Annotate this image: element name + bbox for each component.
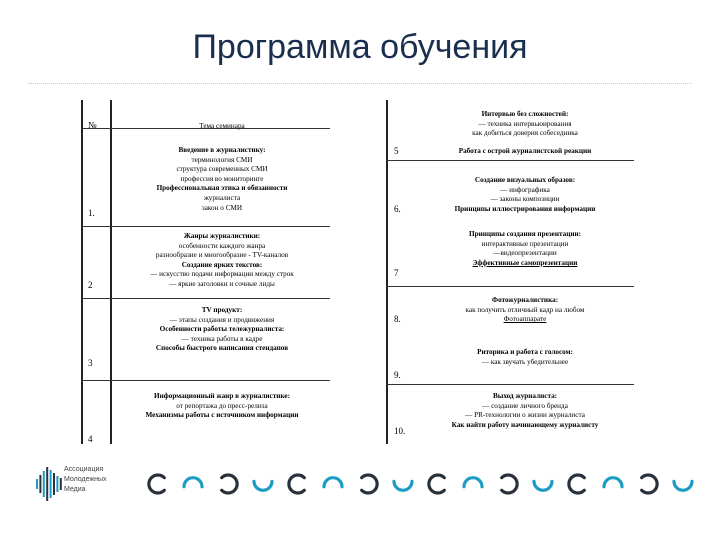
decorative-arc	[674, 481, 692, 490]
logo-bar	[50, 470, 52, 498]
row-0-topic: Интервью без сложностей: — техника интервьюирования как добиться доверия собеседника	[472, 110, 578, 138]
decorative-arc	[362, 475, 377, 493]
decorative-arc	[569, 475, 584, 493]
decorative-arc	[534, 481, 552, 490]
row-10-topic: Выход журналиста: — создание личного бренда — PR-технологии о жизни журналиста Как найти работу начинающему журналисту	[451, 392, 599, 429]
decorative-arc	[394, 481, 412, 490]
row-1-topic: Введение в журналистику: терминология СМИ структура современных СМИ профессия во мониторинге Профессиональная этика и обязанности журналиста закон о СМИ	[156, 146, 288, 212]
row-2-topic: Жанры журналистики: особенности каждого жанра разнообразие и многообразие - TV-каналов Создание ярких текстов: — искусство подачи информации между строк — яркие заголовки и сочные лиды	[150, 232, 294, 288]
row-7-topic: Принципы создания презентации: интерактивные презентации —видеопрезентации Эффективные самопрезентации	[468, 230, 582, 267]
row-6-num: 6.	[394, 204, 401, 214]
right-schedule-table	[384, 100, 634, 444]
decorative-arc	[642, 475, 657, 493]
row-8-topic: Фотожурналистика: как получить отличный кадр на любом Фотоаппарате	[465, 296, 585, 324]
row-6-topic: Создание визуальных образов: — инфографика — законы композиции Принципы иллюстрирования информации	[454, 176, 596, 213]
decorative-arc	[324, 478, 342, 487]
row-4-topic: Информационный жанр в журналистике: от репортажа до пресс-релиза Механизмы работы с источником информации	[145, 392, 299, 420]
decorative-arc	[289, 475, 304, 493]
decorative-arc	[502, 475, 517, 493]
row-2-num: 2	[88, 280, 93, 290]
decorative-arc	[222, 475, 237, 493]
row-5-topic: Работа с острой журналистской реакции	[458, 147, 592, 155]
decorative-arc	[429, 475, 444, 493]
row-8-num: 8.	[394, 314, 401, 324]
organization-name: Ассоциация Молодежных Медиа	[64, 466, 107, 493]
logo-bar	[39, 475, 41, 493]
logo-bar	[53, 473, 55, 495]
header-topic: Тема семинара	[199, 122, 245, 130]
title-divider	[28, 83, 692, 84]
row-5-num: 5	[394, 146, 399, 156]
logo-bar	[36, 479, 38, 489]
decorative-arc	[184, 478, 202, 487]
decorative-arc	[149, 475, 164, 493]
row-3-num: 3	[88, 358, 93, 368]
row-10-num: 10.	[394, 426, 406, 436]
logo-bar	[60, 478, 62, 490]
row-9-num: 9.	[394, 370, 401, 380]
row-1-num: 1.	[88, 208, 95, 218]
decorative-arc	[254, 481, 272, 490]
row-9-topic: Риторика и работа с голосом: — как звучать убедительнее	[477, 348, 573, 366]
decorative-arc	[464, 478, 482, 487]
row-7-num: 7	[394, 268, 399, 278]
slide-title: Программа обучения	[192, 28, 528, 66]
header-num: №	[88, 120, 97, 130]
row-4-num: 4	[88, 434, 93, 444]
logo-bar	[43, 471, 45, 497]
logo-bar	[46, 467, 48, 501]
row-3-topic: TV продукт: — этапы создания и продвижения Особенности работы тележурналиста: — техника работы в кадре Способы быстрого написания стендапов	[155, 306, 289, 353]
left-schedule-table	[78, 100, 330, 444]
logo-bar	[56, 476, 58, 492]
decorative-arc	[604, 478, 622, 487]
decorative-arc-pattern	[140, 463, 700, 505]
